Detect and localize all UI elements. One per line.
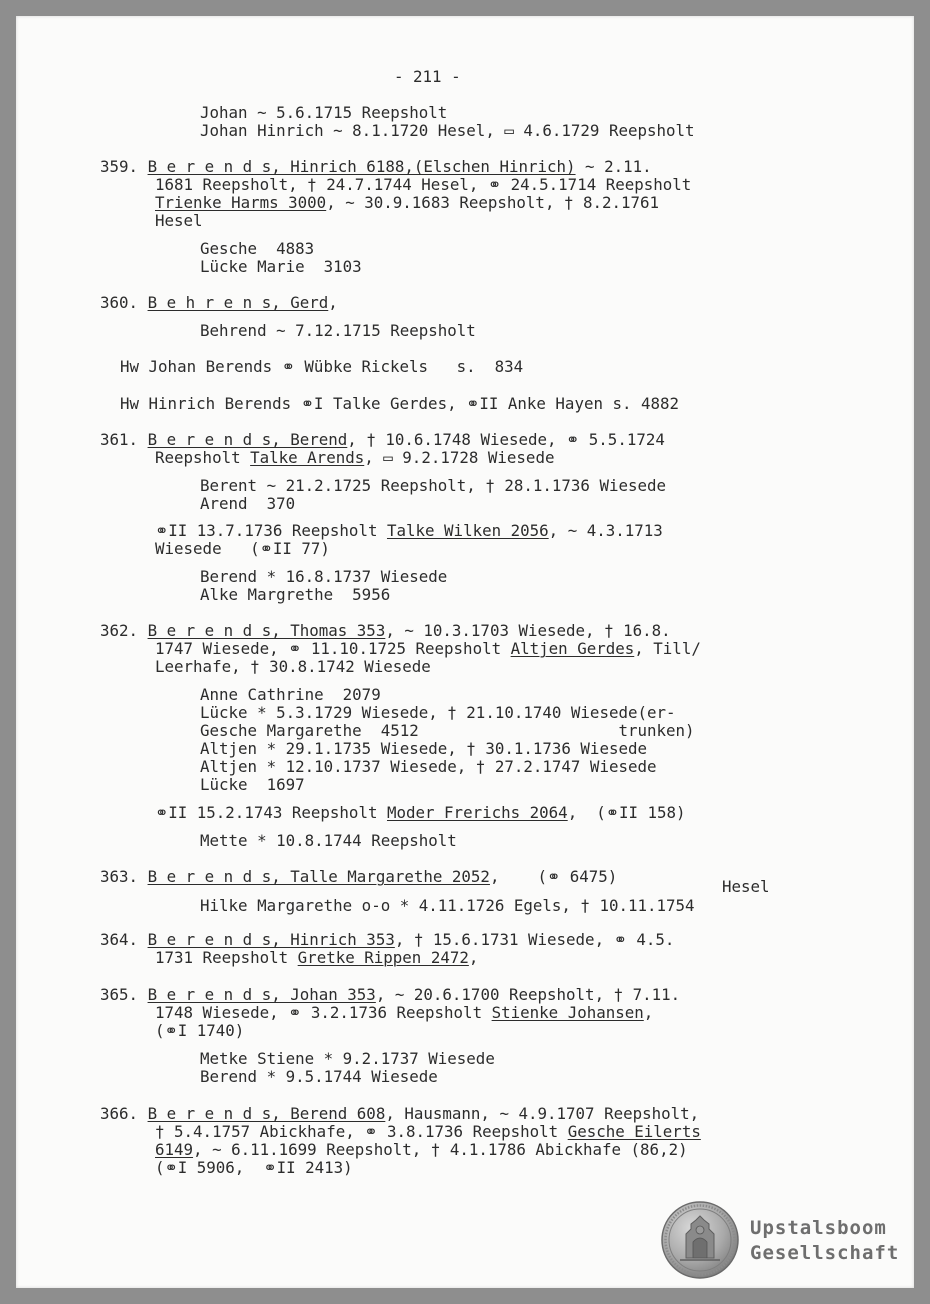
text-line-l16 — [200, 495, 295, 513]
line-text: Hesel — [722, 877, 770, 896]
text-line-l42 — [100, 1105, 699, 1123]
line-text: 1731 Reepsholt — [155, 948, 298, 967]
document-body — [16, 16, 914, 1288]
text-line-l33 — [722, 878, 770, 896]
line-text: † 5.4.1757 Abickhafe, ⚭ 3.8.1736 Reepsholt — [155, 1122, 568, 1141]
text-line-l13 — [100, 431, 665, 449]
text-line-l36 — [155, 949, 478, 967]
line-text: , ~ 6.11.1699 Reepsholt, † 4.1.1786 Abickhafe (86,2) — [193, 1140, 688, 1159]
society-name-line1: Upstalsboom — [750, 1217, 887, 1239]
line-text: 366. — [100, 1104, 148, 1123]
line-text: Wiesede (⚭II 77) — [155, 539, 330, 558]
line-text: Berend * 16.8.1737 Wiesede — [200, 567, 448, 586]
line-text: Anne Cathrine 2079 — [200, 685, 381, 704]
line-text: , † 15.6.1731 Wiesede, ⚭ 4.5. — [394, 930, 675, 949]
line-text: , Hausmann, ~ 4.9.1707 Reepsholt, — [385, 1104, 700, 1123]
line-text: Berend * 9.5.1744 Wiesede — [200, 1067, 438, 1086]
text-line-l35 — [100, 931, 674, 949]
line-text: 1681 Reepsholt, † 24.7.1744 Hesel, ⚭ 24.5.1714 Reepsholt — [155, 175, 692, 194]
line-text: (⚭I 5906, ⚭II 2413) — [155, 1158, 353, 1177]
text-line-l26 — [200, 722, 695, 740]
line-text: Altjen * 12.10.1737 Wiesede, † 27.2.1747 Wiesede — [200, 757, 657, 776]
underlined-name: B e r e n d s, Talle Margarethe 2052 — [147, 867, 490, 886]
text-line-l10 — [200, 322, 476, 340]
line-text: , ~ 4.3.1713 — [548, 521, 663, 540]
line-text: , — [468, 948, 479, 967]
underlined-name: Talke Wilken 2056 — [386, 521, 549, 540]
line-text: Berent ~ 21.2.1725 Reepsholt, † 28.1.1736 Wiesede — [200, 476, 667, 495]
underlined-name: B e r e n d s, Johan 353 — [147, 985, 376, 1004]
line-text: 1748 Wiesede, ⚭ 3.2.1736 Reepsholt — [155, 1003, 492, 1022]
underlined-name: B e r e n d s, Hinrich 353 — [147, 930, 395, 949]
line-text: , (⚭II 158) — [567, 803, 686, 822]
line-text: 363. — [100, 867, 148, 886]
line-text: 362. — [100, 621, 148, 640]
line-text: Alke Margrethe 5956 — [200, 585, 391, 604]
line-text: Gesche Margarethe 4512 trunken) — [200, 721, 695, 740]
line-text: , ~ 30.9.1683 Reepsholt, † 8.2.1761 — [326, 193, 660, 212]
line-text: Lücke * 5.3.1729 Wiesede, † 21.10.1740 Wiesede(er- — [200, 703, 676, 722]
society-name — [750, 1216, 899, 1266]
line-text: , (⚭ 6475) — [489, 867, 618, 886]
line-text: 364. — [100, 930, 148, 949]
line-text: ~ 2.11. — [575, 157, 652, 176]
society-name-line2: Gesellschaft — [750, 1242, 900, 1264]
text-line-l04 — [155, 176, 691, 194]
text-line-l19 — [200, 568, 447, 586]
underlined-name: B e r e n d s, Berend 608 — [147, 1104, 386, 1123]
text-line-l31 — [200, 832, 457, 850]
seal-logo-icon — [660, 1200, 740, 1280]
line-text: Johan ~ 5.6.1715 Reepsholt — [200, 103, 448, 122]
text-line-l06 — [155, 212, 203, 230]
underlined-name: B e r e n d s, Berend — [147, 430, 348, 449]
line-text: Metke Stiene * 9.2.1737 Wiesede — [200, 1049, 495, 1068]
line-text: , Till/ — [634, 639, 701, 658]
text-line-l18 — [155, 540, 330, 558]
text-line-l05 — [155, 194, 659, 212]
line-text: , † 10.6.1748 Wiesede, ⚭ 5.5.1724 — [347, 430, 665, 449]
text-line-l17 — [155, 522, 663, 540]
underlined-name: B e h r e n s, Gerd — [147, 293, 329, 312]
line-text: Arend 370 — [200, 494, 296, 513]
line-text: 365. — [100, 985, 148, 1004]
line-text: 359. — [100, 157, 148, 176]
line-text: ⚭II 13.7.1736 Reepsholt — [155, 521, 387, 540]
line-text: Hesel — [155, 211, 203, 230]
text-line-l08 — [200, 258, 362, 276]
line-text: Hilke Margarethe o-o * 4.11.1726 Egels, † 10.11.1754 — [200, 896, 695, 915]
text-line-l20 — [200, 586, 390, 604]
underlined-name: 6149 — [155, 1140, 194, 1159]
line-text: (⚭I 1740) — [155, 1021, 245, 1040]
underlined-name: Gretke Rippen 2472 — [297, 948, 469, 967]
text-line-l28 — [200, 758, 657, 776]
underlined-name: B e r e n d s, Thomas 353 — [147, 621, 386, 640]
page-number: - 211 - — [394, 67, 461, 86]
line-text: Gesche 4883 — [200, 239, 315, 258]
text-line-l37 — [100, 986, 680, 1004]
line-text: 1747 Wiesede, ⚭ 11.10.1725 Reepsholt — [155, 639, 511, 658]
text-line-l22 — [155, 640, 701, 658]
line-text: Behrend ~ 7.12.1715 Reepsholt — [200, 321, 476, 340]
line-text: Reepsholt — [155, 448, 251, 467]
text-line-l03 — [100, 158, 652, 176]
text-line-l40 — [200, 1050, 495, 1068]
text-line-l39 — [155, 1022, 244, 1040]
text-line-l21 — [100, 622, 671, 640]
line-text: Johan Hinrich ~ 8.1.1720 Hesel, ▭ 4.6.1729 Reepsholt — [200, 121, 695, 140]
text-line-l07 — [200, 240, 314, 258]
text-line-l34 — [200, 897, 695, 915]
text-line-l02 — [200, 122, 695, 140]
text-line-l14 — [155, 449, 554, 467]
underlined-name: Gesche Eilerts — [567, 1122, 701, 1141]
underlined-name: Altjen Gerdes — [510, 639, 635, 658]
line-text: , ▭ 9.2.1728 Wiesede — [364, 448, 555, 467]
underlined-name: Moder Frerichs 2064 — [386, 803, 568, 822]
line-text: ⚭II 15.2.1743 Reepsholt — [155, 803, 387, 822]
line-text: 360. — [100, 293, 148, 312]
text-line-l01 — [200, 104, 447, 122]
line-text: , — [643, 1003, 654, 1022]
text-line-l45 — [155, 1159, 353, 1177]
line-text: , ~ 10.3.1703 Wiesede, † 16.8. — [385, 621, 671, 640]
text-line-l11 — [120, 358, 523, 376]
text-line-l15 — [200, 477, 666, 495]
line-text: Leerhafe, † 30.8.1742 Wiesede — [155, 657, 431, 676]
text-line-l41 — [200, 1068, 438, 1086]
text-line-l27 — [200, 740, 647, 758]
underlined-name: Stienke Johansen — [491, 1003, 644, 1022]
text-line-l23 — [155, 658, 431, 676]
text-line-l12 — [120, 395, 679, 413]
text-line-l09 — [100, 294, 338, 312]
line-text: Hw Johan Berends ⚭ Wübke Rickels s. 834 — [120, 357, 524, 376]
line-text: Lücke Marie 3103 — [200, 257, 362, 276]
text-line-l24 — [200, 686, 381, 704]
underlined-name: Talke Arends — [250, 448, 365, 467]
text-line-l44 — [155, 1141, 688, 1159]
line-text: Altjen * 29.1.1735 Wiesede, † 30.1.1736 Wiesede — [200, 739, 647, 758]
line-text: 361. — [100, 430, 148, 449]
document-page — [16, 16, 914, 1288]
text-line-l29 — [200, 776, 305, 794]
line-text: Hw Hinrich Berends ⚭I Talke Gerdes, ⚭II Anke Hayen s. 4882 — [120, 394, 680, 413]
underlined-name: B e r e n d s, Hinrich 6188,(Elschen Hinrich) — [147, 157, 576, 176]
text-line-l25 — [200, 704, 676, 722]
underlined-name: Trienke Harms 3000 — [155, 193, 327, 212]
text-line-l38 — [155, 1004, 653, 1022]
line-text: , — [328, 293, 338, 312]
line-text: , ~ 20.6.1700 Reepsholt, † 7.11. — [375, 985, 681, 1004]
line-text: Mette * 10.8.1744 Reepsholt — [200, 831, 457, 850]
text-line-l32 — [100, 868, 617, 886]
text-line-l43 — [155, 1123, 701, 1141]
text-line-l30 — [155, 804, 686, 822]
line-text: Lücke 1697 — [200, 775, 305, 794]
